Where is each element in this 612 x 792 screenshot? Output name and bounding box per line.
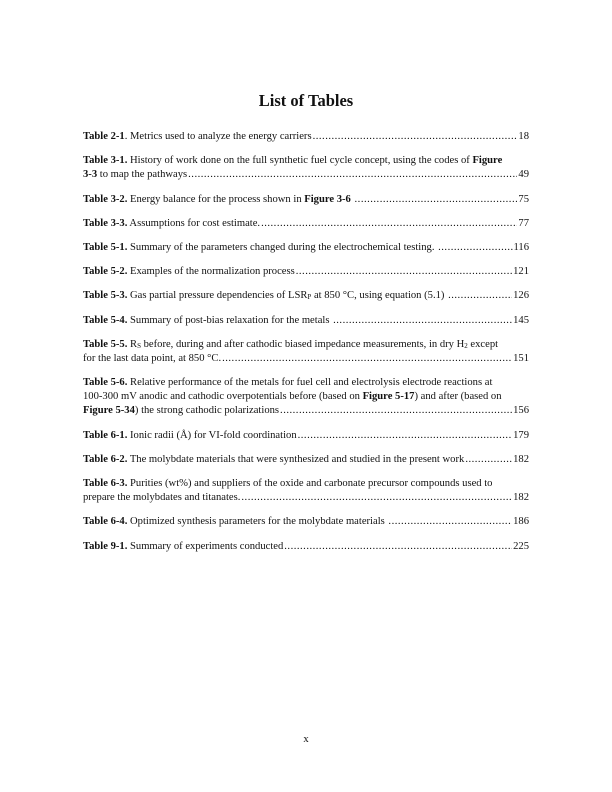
entry-line — [83, 314, 529, 328]
dot-leader — [261, 217, 517, 231]
entry-text — [83, 154, 502, 168]
entry-page-number: 151 — [513, 352, 529, 364]
entry-line — [83, 453, 529, 467]
entry-line — [83, 352, 529, 366]
entry-line — [83, 491, 529, 505]
entry-line — [83, 404, 529, 418]
text-segment: Optimized synthesis parameters for the molybdate materials — [127, 516, 388, 528]
entry-text — [83, 265, 295, 279]
dot-leader — [188, 168, 517, 182]
entry-line — [83, 338, 529, 352]
text-segment: Summary of post-bias relaxation for the metals — [127, 314, 333, 326]
bold-text: 3-3 — [83, 169, 98, 181]
entry-text — [83, 404, 279, 418]
entry-text — [83, 540, 283, 554]
text-segment: Gas partial pressure dependencies of LSR — [127, 290, 308, 302]
entry-text — [83, 289, 447, 303]
entry-page-number: 145 — [513, 314, 529, 326]
entry-line — [83, 193, 529, 207]
text-segment: ) the strong cathodic polarizations — [134, 405, 280, 417]
entry-text — [83, 338, 498, 352]
entry-text — [83, 217, 260, 231]
entry-text — [83, 376, 492, 390]
entry-line — [83, 217, 529, 231]
bold-text: Table 3-2. — [83, 193, 128, 205]
entry-text — [83, 352, 221, 366]
text-segment: Summary of the parameters changed during the electrochemical testing. — [127, 241, 438, 253]
text-segment: prepare the molybdates and titanates. — [83, 492, 241, 504]
text-segment: Purities (wt%) and suppliers of the oxide and carbonate precursor compounds used to — [127, 478, 493, 489]
entry-line — [83, 477, 529, 491]
entry-page-number: 179 — [513, 429, 529, 441]
entry-line — [83, 515, 529, 529]
text-segment: Energy balance for the process shown in — [127, 193, 305, 205]
bold-text: Table 6-3. — [83, 478, 128, 489]
dot-leader — [298, 429, 512, 443]
dot-leader — [296, 265, 512, 279]
text-segment: for the last data point, at 850 °C. — [83, 352, 222, 364]
text-segment: Examples of the normalization process — [127, 266, 295, 278]
entry-page-number: 116 — [513, 241, 529, 253]
dot-leader — [280, 404, 512, 418]
entry-page-number: 121 — [513, 266, 529, 278]
entry-text — [83, 168, 187, 182]
entry-line — [83, 429, 529, 443]
entry-page-number: 49 — [518, 169, 529, 181]
bold-text: Table 9-1. — [83, 540, 128, 552]
entry-text — [83, 477, 492, 491]
bold-text: Table 3-1. — [83, 155, 128, 167]
toc-entry[interactable] — [83, 376, 529, 419]
entry-text — [83, 491, 240, 505]
toc-entry[interactable] — [83, 429, 529, 443]
bold-text: Table 5-4. — [83, 314, 128, 326]
text-segment: except — [467, 338, 499, 350]
text-segment: . Metrics used to analyze the energy carriers — [124, 131, 312, 142]
entry-line — [83, 390, 529, 404]
dot-leader — [333, 314, 512, 328]
bold-text: Table 2-1 — [83, 131, 125, 142]
toc-entry[interactable] — [83, 515, 529, 529]
toc-entry[interactable] — [83, 154, 529, 182]
list-of-tables — [83, 130, 529, 564]
dot-leader — [313, 130, 518, 144]
bold-text: Table 5-3. — [83, 290, 128, 302]
text-segment: Ionic radii (Å) for VI-fold coordination — [127, 429, 297, 441]
entry-line — [83, 265, 529, 279]
entry-text — [83, 193, 354, 207]
entry-text — [83, 130, 312, 144]
text-segment: History of work done on the full synthetic fuel cycle concept, using the codes of — [127, 155, 473, 167]
entry-text — [83, 241, 437, 255]
toc-entry[interactable] — [83, 265, 529, 279]
entry-page-number: 225 — [513, 540, 529, 552]
text-segment: before, during and after cathodic biased impedance measurements, in dry H — [140, 338, 465, 350]
toc-entry[interactable] — [83, 477, 529, 505]
bold-text: Table 5-6. — [83, 377, 128, 389]
entry-text — [83, 390, 502, 404]
toc-entry[interactable] — [83, 241, 529, 255]
entry-page-number: 18 — [518, 131, 529, 142]
text-segment: The molybdate materials that were synthesized and studied in the present work — [127, 453, 465, 465]
bold-text: Table 6-4. — [83, 516, 128, 528]
text-segment: Assumptions for cost estimate. — [127, 217, 261, 229]
text-segment: Summary of experiments conducted — [127, 540, 284, 552]
entry-text — [83, 453, 464, 467]
entry-line — [83, 168, 529, 182]
entry-page-number: 75 — [518, 193, 529, 205]
text-segment: Relative performance of the metals for fuel cell and electrolysis electrode reactions at — [127, 377, 493, 389]
dot-leader — [241, 491, 512, 505]
text-segment: 100-300 mV anodic and cathodic overpotentials before (based on — [83, 391, 363, 403]
bold-text: Figure 5-34 — [83, 405, 135, 417]
page-number: x — [303, 734, 309, 745]
bold-text: Table 3-3. — [83, 217, 128, 229]
bold-text: Table 5-5. — [83, 338, 128, 350]
text-segment: at 850 °C, using equation (5.1) — [311, 290, 448, 302]
dot-leader — [388, 515, 512, 529]
text-segment: ) and after (based on — [414, 391, 502, 403]
entry-line — [83, 540, 529, 554]
text-segment — [351, 194, 354, 205]
dot-leader — [222, 352, 512, 366]
bold-text: Figure 3-6 — [304, 193, 351, 205]
toc-entry[interactable] — [83, 289, 529, 303]
toc-entry[interactable] — [83, 193, 529, 207]
dot-leader — [438, 241, 512, 255]
dot-leader — [448, 289, 512, 303]
bold-text: Table 6-1. — [83, 429, 128, 441]
toc-entry[interactable] — [83, 453, 529, 467]
toc-entry[interactable] — [83, 314, 529, 328]
entry-text — [83, 429, 297, 443]
dot-leader — [355, 193, 518, 207]
entry-page-number: 186 — [513, 516, 529, 528]
toc-entry[interactable] — [83, 540, 529, 554]
toc-entry[interactable] — [83, 217, 529, 231]
subscript: S — [137, 341, 141, 350]
page-title: List of Tables — [258, 91, 354, 110]
entry-line — [83, 241, 529, 255]
subscript: P — [307, 293, 312, 302]
entry-page-number: 156 — [513, 405, 529, 417]
entry-page-number: 126 — [513, 290, 529, 302]
toc-entry[interactable] — [83, 130, 529, 144]
text-segment: R — [127, 338, 138, 350]
text-segment: to map the pathways — [97, 169, 188, 181]
entry-line — [83, 376, 529, 390]
subscript: 2 — [464, 341, 468, 350]
entry-page-number: 182 — [513, 492, 529, 504]
dot-leader — [465, 453, 512, 467]
bold-text: Table 6-2. — [83, 453, 128, 465]
entry-line — [83, 130, 529, 144]
entry-page-number: 182 — [513, 453, 529, 465]
entry-line — [83, 289, 529, 303]
bold-text: Table 5-1. — [83, 241, 128, 253]
entry-text — [83, 515, 387, 529]
bold-text: Table 5-2. — [83, 266, 128, 278]
entry-text — [83, 314, 332, 328]
entry-page-number: 77 — [518, 217, 529, 229]
dot-leader — [284, 540, 512, 554]
bold-text: Figure — [472, 155, 503, 167]
entry-line — [83, 154, 529, 168]
toc-entry[interactable] — [83, 338, 529, 366]
bold-text: Figure 5-17 — [362, 391, 415, 403]
